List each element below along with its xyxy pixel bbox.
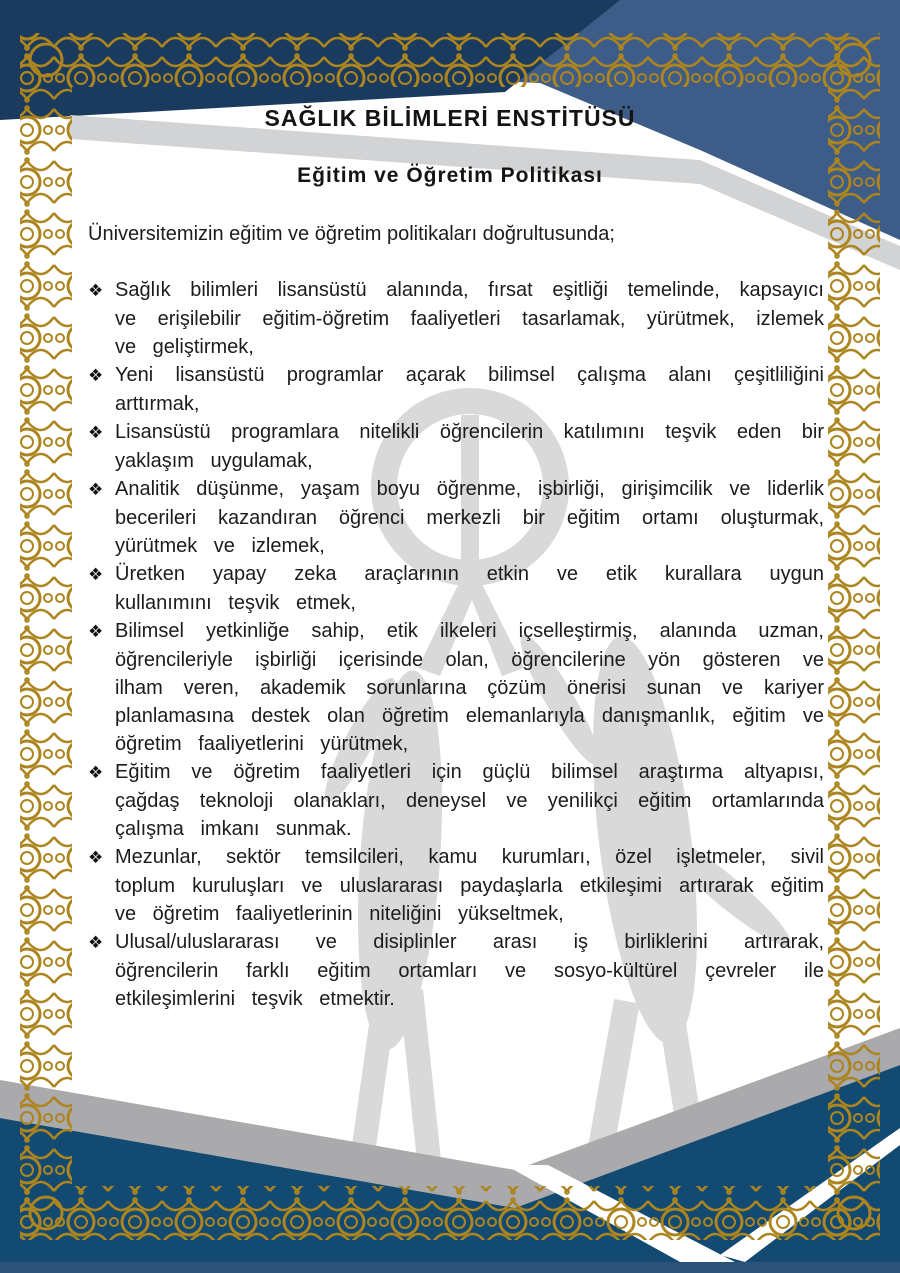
policy-text: Yeni lisansüstü programlar açarak bilimsel çalışma alanı çeşitliliğini arttırmak,	[115, 364, 824, 415]
list-item	[88, 758, 824, 843]
policy-text: Sağlık bilimleri lisansüstü alanında, fırsat eşitliği temelinde, kapsayıcı ve erişilebilir eğitim-öğretim faaliyetleri tasarlamak, yürütmek, izlemek ve geliştirmek,	[115, 279, 824, 358]
diamond-bullet-icon: ❖	[88, 423, 104, 442]
list-item	[88, 560, 824, 617]
policy-list	[88, 276, 824, 1013]
list-item	[88, 617, 824, 758]
diamond-bullet-icon: ❖	[88, 281, 104, 300]
policy-text: Üretken yapay zeka araçlarının etkin ve etik kurallara uygun kullanımını teşvik etmek,	[115, 563, 824, 614]
policy-text: Bilimsel yetkinliğe sahip, etik ilkeleri içselleştirmiş, alanında uzman, öğrencileriyle işbirliği içerisinde olan, öğrencilerine yön gösteren ve ilham veren, akademik sorunlarına çözüm önerisi sunan ve kariyer planlamasına destek olan öğretim elemanlarıyla danışmanlık, eğitim ve öğretim faaliyetlerini yürütmek,	[115, 620, 824, 755]
page-title: Eğitim ve Öğretim Politikası	[297, 164, 603, 187]
list-item	[88, 276, 824, 361]
policy-text: Mezunlar, sektör temsilcileri, kamu kurumları, özel işletmeler, sivil toplum kuruluşları ve uluslararası paydaşlarla etkileşimi artırarak eğitim ve öğretim faaliyetlerinin niteliğini yükseltmek,	[115, 846, 824, 925]
diamond-bullet-icon: ❖	[88, 933, 104, 952]
list-item	[88, 418, 824, 475]
list-item	[88, 475, 824, 560]
diamond-bullet-icon: ❖	[88, 622, 104, 641]
intro-text: Üniversitemizin eğitim ve öğretim politikaları doğrultusunda;	[88, 223, 615, 245]
diamond-bullet-icon: ❖	[88, 480, 104, 499]
list-item	[88, 843, 824, 928]
diamond-bullet-icon: ❖	[88, 565, 104, 584]
policy-text: Ulusal/uluslararası ve disiplinler arası iş birliklerini artırarak, öğrencilerin farklı eğitim ortamları ve sosyo-kültürel çevreler ile etkileşimlerini teşvik etmektir.	[115, 931, 824, 1010]
list-item	[88, 361, 824, 418]
list-item	[88, 928, 824, 1013]
diamond-bullet-icon: ❖	[88, 848, 104, 867]
diamond-bullet-icon: ❖	[88, 366, 104, 385]
policy-text: Lisansüstü programlara nitelikli öğrencilerin katılımını teşvik eden bir yaklaşım uygulamak,	[115, 421, 824, 472]
policy-text: Eğitim ve öğretim faaliyetleri için güçlü bilimsel araştırma altyapısı, çağdaş teknoloji olanakları, deneysel ve yenilikçi eğitim ortamlarında çalışma imkanı sunmak.	[115, 761, 824, 840]
policy-text: Analitik düşünme, yaşam boyu öğrenme, işbirliği, girişimcilik ve liderlik becerileri kazandıran öğrenci merkezli bir eğitim ortamı oluşturmak, yürütmek ve izlemek,	[115, 478, 824, 557]
institute-title: SAĞLIK BİLİMLERİ ENSTİTÜSÜ	[264, 105, 636, 131]
diamond-bullet-icon: ❖	[88, 763, 104, 782]
